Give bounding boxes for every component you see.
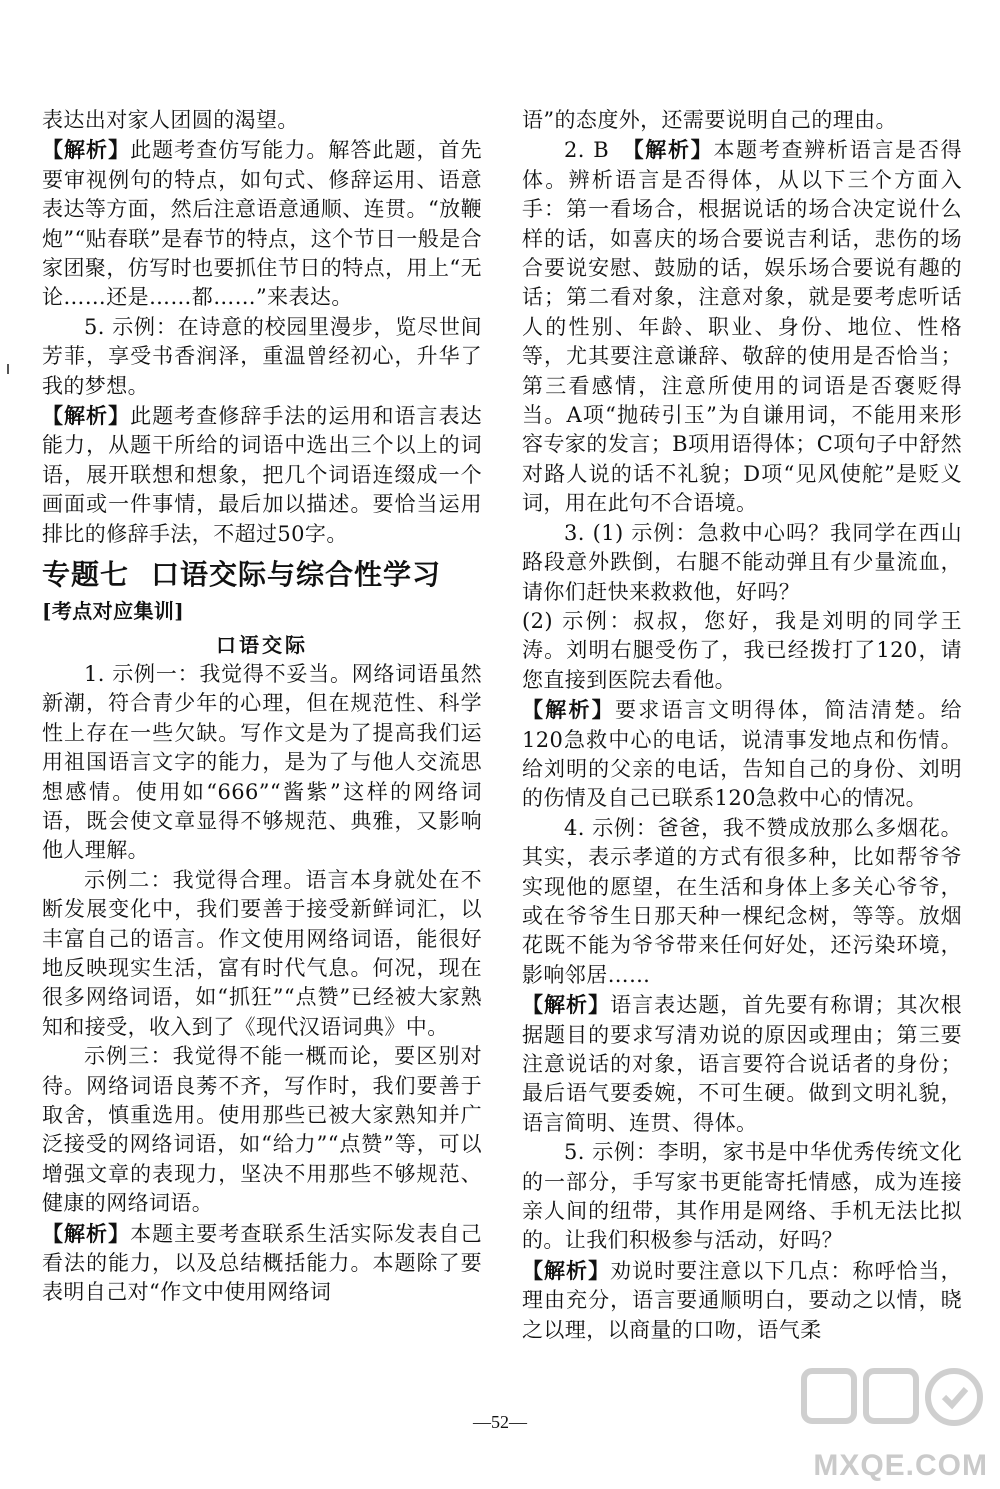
right-analysis-3 xyxy=(522,695,962,814)
analysis-text: 本题考查辨析语言是否得体。辨析语言是否得体，从以下三个方面入手：第一看场合，根据说话的场合决定说什么样的话，如喜庆的场合要说吉利话，悲伤的场合要说安慰、鼓励的话，娱乐场合要说有趣的话；第二看对象，注意对象，就是要考虑听话人的性别、年龄、职业、身份、地位、性格等，尤其要注意谦辞、敬辞的使用是否恰当；第三看感情，注意所使用的词语是否褒贬得当。A项“抛砖引玉”为自谦用词，不能用来形容专家的发言；B项用语得体；C项句子中舒然对路人说的话不礼貌；D项“见风使舵”是贬义词，用在此句不合语境。 xyxy=(522,138,962,516)
analysis-text: 本题主要考查联系生活实际发表自己看法的能力，以及总结概括能力。本题除了要表明自己对“作文中使用网络词 xyxy=(42,1221,482,1305)
left-answer-1-example-3: 示例三：我觉得不能一概而论，要区别对待。网络词语良莠不齐，写作时，我们要善于取舍，慎重选用。使用那些已被大家熟知并广泛接受的网络词语，如“给力”“点赞”等，可以增强文章的表现力，坚决不用那些不够规范、健康的网络词语。 xyxy=(42,1044,482,1216)
right-column xyxy=(522,106,962,1345)
watermark xyxy=(794,1361,994,1489)
right-answer-2 xyxy=(522,135,962,518)
analysis-label: 【解析】 xyxy=(42,403,131,429)
analysis-text: 要求语言文明得体，简洁清楚。给120急救中心的电话，说清事发地点和伤情。给刘明的父亲的电话，告知自己的身份、刘明的伤情及自己已联系120急救中心的情况。 xyxy=(522,698,963,811)
watermark-text: MXQE.COM xyxy=(813,1449,988,1482)
exercise-heading: [考点对应集训] xyxy=(42,599,185,624)
section-number: 专题七 xyxy=(42,558,130,592)
analysis-label: 【解析】 xyxy=(522,697,616,723)
right-answer-3-2: (2) 示例：叔叔，您好，我是刘明的同学王涛。刘明右腿受伤了，我已经拨打了120，请您直接到医院去看他。 xyxy=(522,608,962,692)
left-analysis-3 xyxy=(42,1219,482,1308)
left-answer-1-example-2: 示例二：我觉得合理。语言本身就处在不断发展变化中，我们要善于接受新鲜词汇，以丰富自己的语言。作文使用网络词语，能很好地反映现实生活，富有时代气息。何况，现在很多网络词语，如“抓狂”“点赞”已经被大家熟知和接受，收入到了《现代汉语词典》中。 xyxy=(42,867,482,1039)
analysis-text: 语言表达题，首先要有称谓；其次根据题目的要求写清劝说的原因或理由；第三要注意说话的对象，语言要符合说话者的身份；最后语气要委婉，不可生硬。做到文明礼貌，语言简明、连贯、得体。 xyxy=(522,993,962,1135)
right-paragraph-1: 语”的态度外，还需要说明自己的理由。 xyxy=(522,108,897,132)
right-answer-4: 4. 示例：爸爸，我不赞成放那么多烟花。其实，表示孝道的方式有很多种，比如帮爷爷实现他的愿望，在生活和身体上多关心爷爷，或在爷爷生日那天种一棵纪念树，等等。放烟花既不能为爷爷带来任何好处，还污染环境，影响邻居…… xyxy=(522,815,962,987)
analysis-label: 【解析】 xyxy=(42,1220,131,1246)
right-analysis-5 xyxy=(522,1256,962,1345)
left-column xyxy=(42,106,482,1308)
analysis-label: 【解析】 xyxy=(522,992,611,1018)
scan-edge-mark xyxy=(7,364,9,374)
analysis-label: 【解析】 xyxy=(633,137,714,163)
left-paragraph-1: 表达出对家人团圆的渴望。 xyxy=(42,108,299,132)
section-name: 口语交际与综合性学习 xyxy=(151,558,442,592)
page-number: —52— xyxy=(473,1412,527,1432)
analysis-text: 此题考查修辞手法的运用和语言表达能力，从题干所给的词语中选出三个以上的词语，展开联想和想象，把几个词语连缀成一个画面或一件事情，最后加以描述。要恰当运用排比的修辞手法，不超过50字。 xyxy=(42,404,482,546)
analysis-text: 此题考查仿写能力。解答此题，首先要审视例句的特点，如句式、修辞运用、语意表达等方面，然后注意语意通顺、连贯。“放鞭炮”“贴春联”是春节的特点，这个节日一般是合家团聚，仿写时也要抓住节日的特点，用上“无论……还是……都……”来表达。 xyxy=(42,138,483,310)
left-analysis-1 xyxy=(42,135,482,312)
answer-head: 2. B xyxy=(564,138,634,163)
right-analysis-4 xyxy=(522,990,962,1138)
topic-heading: 口语交际 xyxy=(216,632,308,657)
analysis-text: 劝说时要注意以下几点：称呼恰当，理由充分，语言要通顺明白，要动之以情，晓之以理，以商量的口吻，语气柔 xyxy=(522,1258,962,1342)
section-title xyxy=(42,557,482,593)
left-answer-5: 5. 示例：在诗意的校园里漫步，览尽世间芳菲，享受书香润泽，重温曾经初心，升华了我的梦想。 xyxy=(42,314,482,398)
analysis-label: 【解析】 xyxy=(42,137,131,163)
analysis-label: 【解析】 xyxy=(522,1257,611,1283)
watermark-logo-icon xyxy=(794,1361,994,1451)
right-answer-3-1: 3. (1) 示例：急救中心吗？我同学在西山路段意外跌倒，右腿不能动弹且有少量流血，请你们赶快来救救他，好吗？ xyxy=(522,520,962,604)
left-analysis-2 xyxy=(42,401,482,549)
left-answer-1-example-1: 1. 示例一：我觉得不妥当。网络词语虽然新潮，符合青少年的心理，但在规范性、科学性上存在一些欠缺。写作文是为了提高我们运用祖国语言文字的能力，是为了与他人交流思想感情。使用如“666”“酱紫”这样的网络词语，既会使文章显得不够规范、典雅，又影响他人理解。 xyxy=(42,661,482,863)
right-answer-5: 5. 示例：李明，家书是中华优秀传统文化的一部分，手写家书更能寄托情感，成为连接亲人间的纽带，其作用是网络、手机无法比拟的。让我们积极参与活动，好吗？ xyxy=(522,1140,962,1253)
